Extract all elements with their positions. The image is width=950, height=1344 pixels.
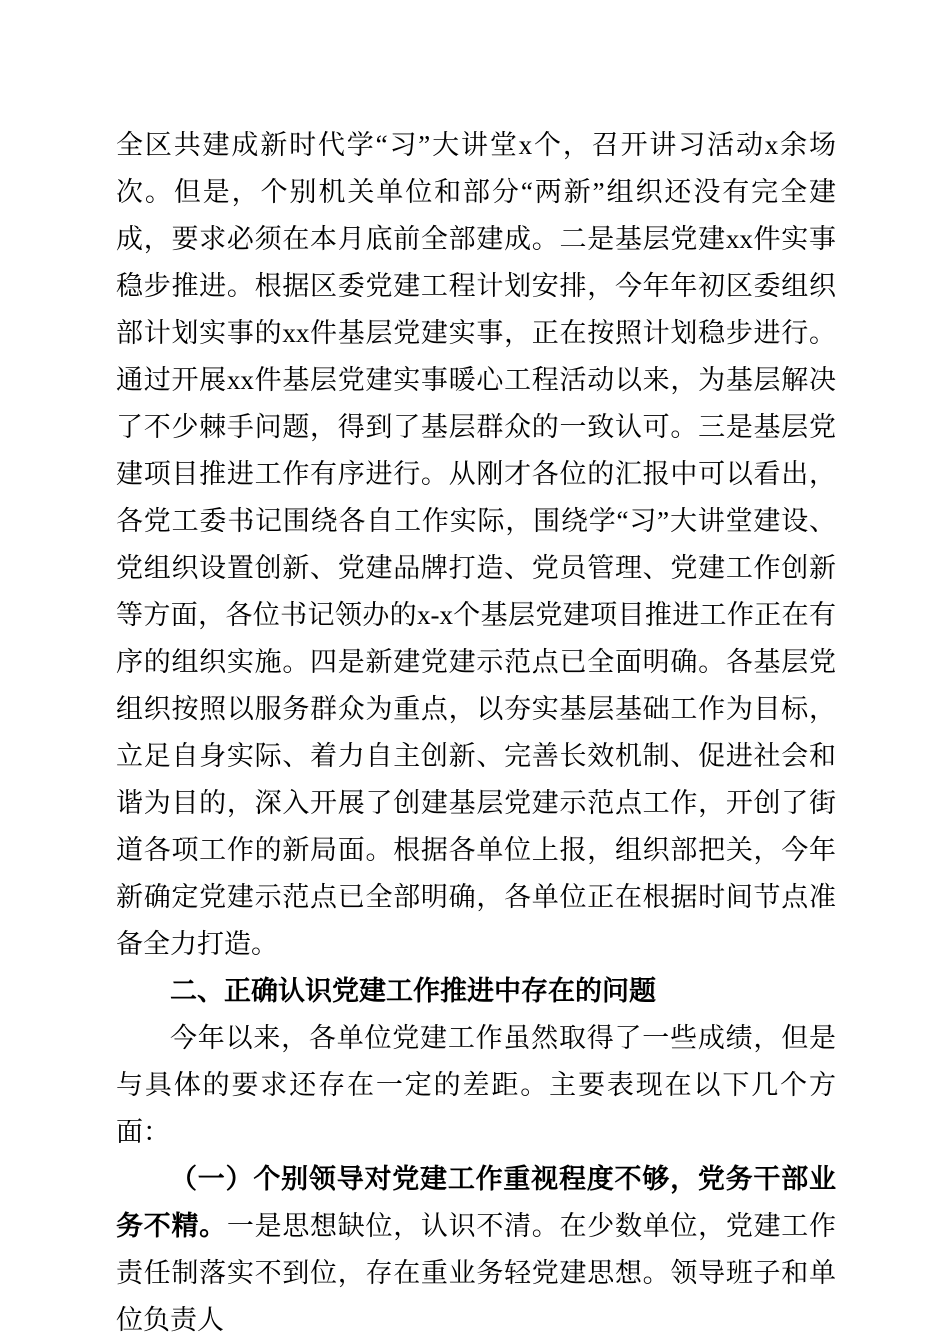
bold-text-run: （一）个别领导对党建工作重视程度不够，党务干部业务不精。 bbox=[116, 1164, 836, 1241]
paragraph bbox=[116, 122, 836, 968]
paragraph bbox=[116, 1015, 836, 1156]
text-run: 一是思想缺位，认识不清。在少数单位，党建工作责任制落实不到位，存在重业务轻党建思想。领导班子和单位负责人 bbox=[116, 1211, 837, 1335]
paragraph bbox=[116, 1156, 836, 1344]
section-heading bbox=[116, 968, 836, 1015]
bold-text-run: 二、正确认识党建工作推进中存在的问题 bbox=[170, 976, 656, 1006]
text-run: 全区共建成新时代学“习”大讲堂x个，召开讲习活动x余场次。但是，个别机关单位和部分“两新”组织还没有完全建成，要求必须在本月底前全部建成。二是基层党建xx件实事稳步推进。根据区委党建工程计划安排，今年年初区委组织部计划实事的xx件基层党建实事，正在按照计划稳步进行。通过开展xx件基层党建实事暖心工程活动以来，为基层解决了不少棘手问题，得到了基层群众的一致认可。三是基层党建项目推进工作有序进行。从刚才各位的汇报中可以看出，各党工委书记围绕各自工作实际，围绕学“习”大讲堂建设、党组织设置创新、党建品牌打造、党员管理、党建工作创新等方面，各位书记领办的x-x个基层党建项目推进工作正在有序的组织实施。四是新建党建示范点已全面明确。各基层党组织按照以服务群众为重点，以夯实基层基础工作为目标，立足自身实际、着力自主创新、完善长效机制、促进社会和谐为目的，深入开展了创建基层党建示范点工作，开创了街道各项工作的新局面。根据各单位上报，组织部把关，今年新确定党建示范点已全部明确，各单位正在根据时间节点准备全力打造。 bbox=[116, 130, 836, 959]
text-run: 今年以来，各单位党建工作虽然取得了一些成绩，但是与具体的要求还存在一定的差距。主要表现在以下几个方面： bbox=[116, 1023, 836, 1147]
document-content bbox=[116, 122, 836, 1344]
